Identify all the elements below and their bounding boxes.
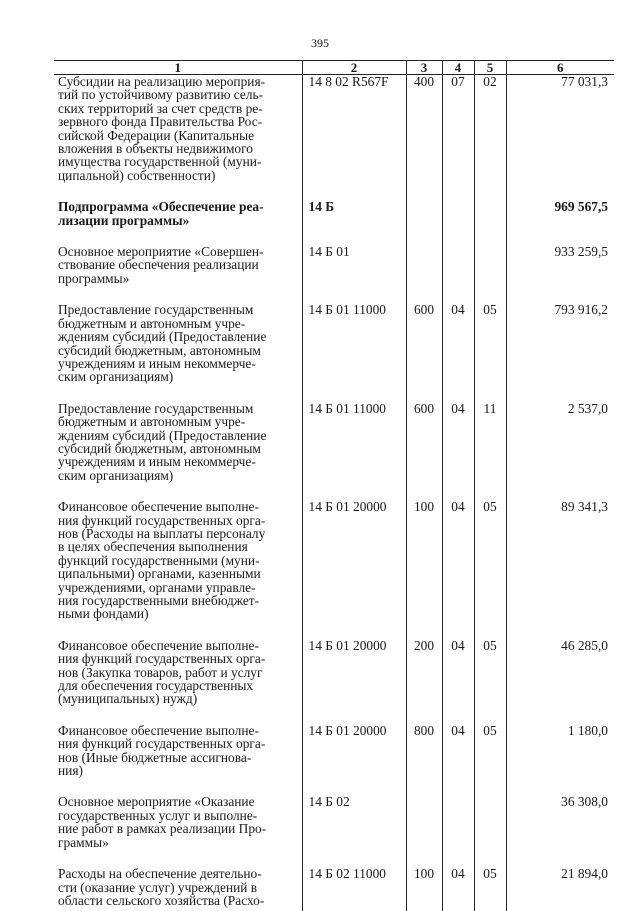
column-header: 6: [506, 61, 614, 75]
column-header: 4: [442, 61, 474, 75]
row-expense-type: 100: [406, 500, 442, 639]
row-expense-type: [406, 245, 442, 303]
row-description: Финансовое обеспечение выполне- ния функций государственных орга- нов (Закупка товаров, работ и услуг для обеспечения государственных (муниципальных) нужд): [54, 639, 302, 724]
column-header: 3: [406, 61, 442, 75]
row-amount: 36 308,0: [506, 795, 614, 867]
row-code: 14 Б 01 20000: [302, 724, 406, 796]
row-subsection: 05: [474, 500, 506, 639]
column-header: 5: [474, 61, 506, 75]
row-amount: 89 341,3: [506, 500, 614, 639]
row-description: Финансовое обеспечение выполне- ния функций государственных орга- нов (Иные бюджетные ассигнова- ния): [54, 724, 302, 796]
row-code: 14 Б 02 11000: [302, 867, 406, 911]
row-expense-type: 800: [406, 724, 442, 796]
row-section: 04: [442, 303, 474, 401]
column-header: 2: [302, 61, 406, 75]
row-section: [442, 245, 474, 303]
row-code: 14 Б 01 20000: [302, 500, 406, 639]
table-row: [54, 500, 614, 639]
row-description: Основное мероприятие «Совершен- ствование обеспечения реализации программы»: [54, 245, 302, 303]
row-expense-type: [406, 200, 442, 245]
row-code: 14 Б 01 20000: [302, 639, 406, 724]
table-row: [54, 200, 614, 245]
row-amount: 1 180,0: [506, 724, 614, 796]
row-expense-type: 200: [406, 639, 442, 724]
row-amount: 933 259,5: [506, 245, 614, 303]
row-code: 14 Б 01 11000: [302, 303, 406, 401]
row-subsection: 02: [474, 75, 506, 201]
row-expense-type: 400: [406, 75, 442, 201]
row-subsection: 05: [474, 639, 506, 724]
row-section: [442, 200, 474, 245]
table-row: [54, 402, 614, 500]
row-section: 04: [442, 500, 474, 639]
table-row: [54, 303, 614, 401]
table-row: [54, 867, 614, 911]
row-amount: 793 916,2: [506, 303, 614, 401]
row-code: 14 Б 01: [302, 245, 406, 303]
row-expense-type: 600: [406, 402, 442, 500]
row-amount: 969 567,5: [506, 200, 614, 245]
row-section: [442, 795, 474, 867]
row-expense-type: 600: [406, 303, 442, 401]
column-header: 1: [54, 61, 302, 75]
row-subsection: [474, 795, 506, 867]
row-expense-type: 100: [406, 867, 442, 911]
row-subsection: 11: [474, 402, 506, 500]
row-subsection: [474, 200, 506, 245]
row-amount: 2 537,0: [506, 402, 614, 500]
row-code: 14 Б 02: [302, 795, 406, 867]
table-header-row: [54, 61, 614, 75]
row-description: Предоставление государственным бюджетным и автономным учре- ждениям субсидий (Предоставление субсидий бюджетным, автономным учреждениям и иным некоммерче- ским организациям): [54, 303, 302, 401]
row-description: Подпрограмма «Обеспечение реа- лизации программы»: [54, 200, 302, 245]
row-section: 04: [442, 639, 474, 724]
row-description: Финансовое обеспечение выполне- ния функций государственных орга- нов (Расходы на выплаты персоналу в целях обеспечения выполнения функций государственными (муни- ципальными) органами, казенными учреждениями, органами управле- ния государственными внебюджет- ными фондами): [54, 500, 302, 639]
row-code: 14 Б 01 11000: [302, 402, 406, 500]
row-section: 04: [442, 867, 474, 911]
row-section: 04: [442, 402, 474, 500]
table-row: [54, 795, 614, 867]
row-expense-type: [406, 795, 442, 867]
row-section: 04: [442, 724, 474, 796]
table-row: [54, 75, 614, 201]
row-description: Расходы на обеспечение деятельно- сти (оказание услуг) учреждений в области сельского хозяйства (Расхо-: [54, 867, 302, 911]
row-description: Основное мероприятие «Оказание государственных услуг и выполне- ние работ в рамках реализации Про- граммы»: [54, 795, 302, 867]
row-code: 14 8 02 R567F: [302, 75, 406, 201]
row-description: Субсидии на реализацию мероприя- тий по устойчивому развитию сель- ских территорий за счет средств ре- зервного фонда Правительства Рос- сийской Федерации (Капитальные вложения в объекты недвижимого имущества государственной (муни- ципальной) собственности): [54, 75, 302, 201]
table-row: [54, 245, 614, 303]
row-subsection: [474, 245, 506, 303]
row-description: Предоставление государственным бюджетным и автономным учре- ждениям субсидий (Предоставление субсидий бюджетным, автономным учреждениям и иным некоммерче- ским организациям): [54, 402, 302, 500]
row-subsection: 05: [474, 303, 506, 401]
table-row: [54, 639, 614, 724]
row-amount: 21 894,0: [506, 867, 614, 911]
table-body: [54, 75, 614, 911]
page-number: 395: [0, 36, 640, 51]
row-code: 14 Б: [302, 200, 406, 245]
row-subsection: 05: [474, 724, 506, 796]
row-amount: 77 031,3: [506, 75, 614, 201]
row-subsection: 05: [474, 867, 506, 911]
row-amount: 46 285,0: [506, 639, 614, 724]
table-row: [54, 724, 614, 796]
row-section: 07: [442, 75, 474, 201]
budget-table: [54, 60, 614, 911]
